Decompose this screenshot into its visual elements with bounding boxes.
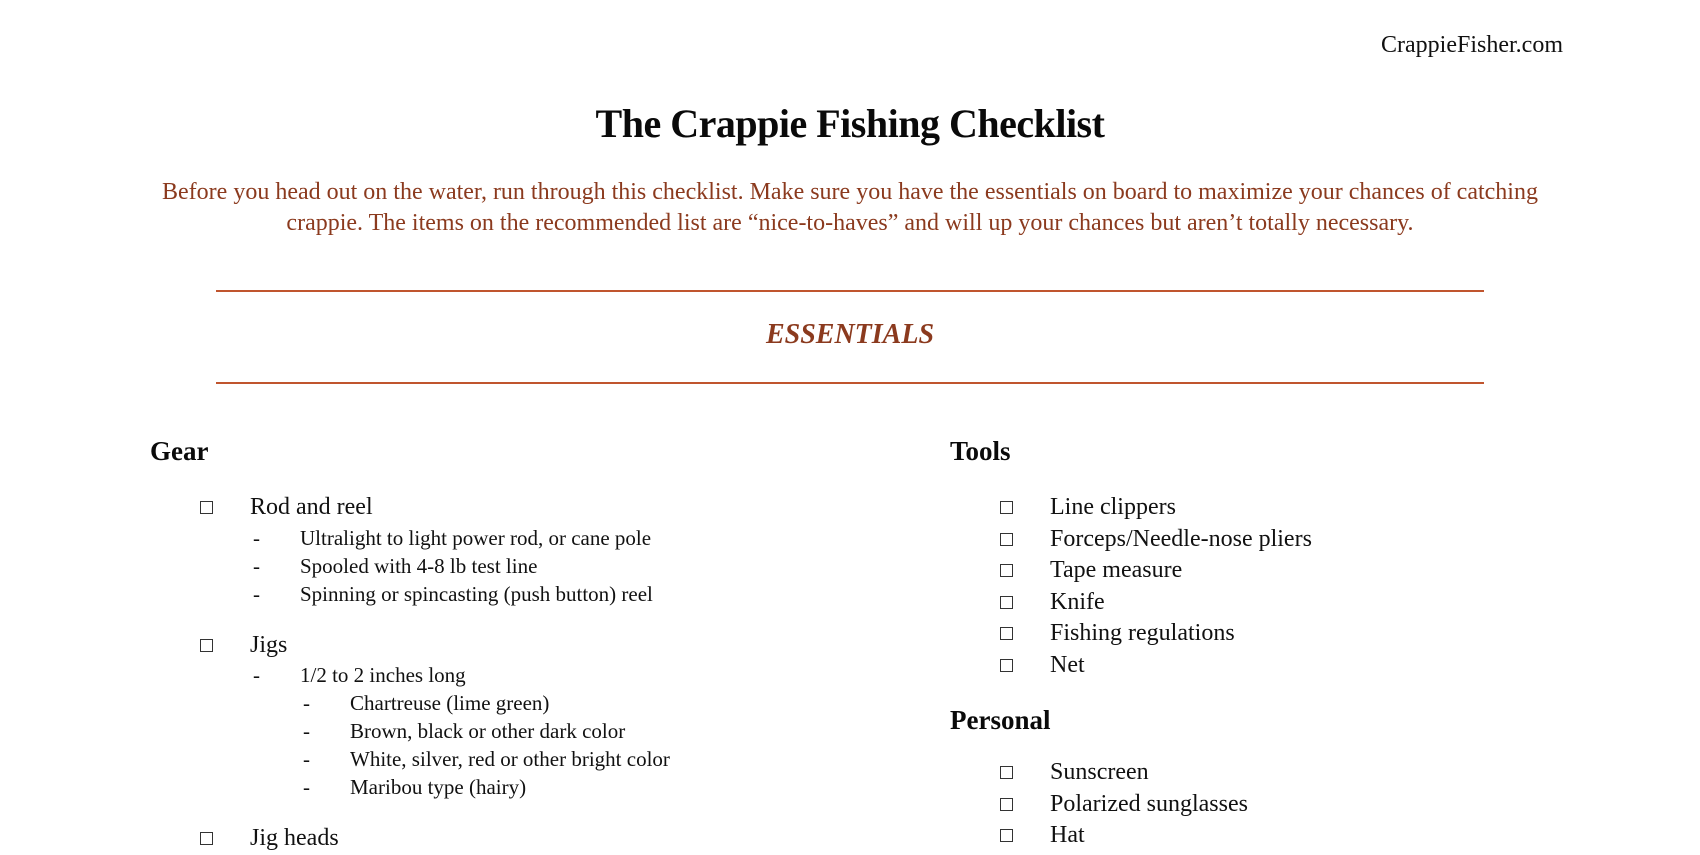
- personal-list: [950, 757, 1550, 852]
- checklist-item[interactable]: [950, 524, 1550, 556]
- checkbox-icon[interactable]: [200, 832, 213, 845]
- sub-sub-item: - Brown, black or other dark color: [303, 719, 626, 743]
- tools-column: [950, 432, 1550, 852]
- section-heading-essentials: ESSENTIALS: [765, 319, 935, 350]
- checkbox-icon[interactable]: [200, 639, 213, 652]
- checklist-item[interactable]: [950, 757, 1550, 789]
- item-label: Fishing regulations: [1050, 620, 1235, 646]
- sub-item: - Spinning or spincasting (push button) reel: [253, 581, 653, 606]
- dash-bullet-icon: -: [253, 581, 260, 606]
- checkbox-icon[interactable]: [1000, 798, 1013, 811]
- page-title: The Crappie Fishing Checklist: [595, 101, 1105, 146]
- sub-item: - Spooled with 4-8 lb test line: [253, 553, 538, 578]
- checkbox-icon[interactable]: [1000, 766, 1013, 779]
- site-name: CrappieFisher.com: [1381, 32, 1563, 58]
- spacer: [150, 608, 850, 630]
- checklist-item[interactable]: [950, 618, 1550, 650]
- sub-sub-item: - White, silver, red or other bright color: [303, 747, 670, 771]
- checkbox-icon[interactable]: [1000, 627, 1013, 640]
- item-label: Sunscreen: [1050, 759, 1149, 785]
- section-divider-bottom: [216, 382, 1484, 384]
- sub-sub-item: - Maribou type (hairy): [303, 775, 527, 799]
- sub-item: - 1/2 to 2 inches long: [253, 663, 466, 687]
- checklist-item[interactable]: [950, 555, 1550, 587]
- checklist-item[interactable]: [150, 492, 850, 524]
- dash-bullet-icon: -: [303, 691, 310, 715]
- checkbox-icon[interactable]: [200, 501, 213, 514]
- checklist-item[interactable]: [950, 587, 1550, 619]
- dash-bullet-icon: -: [303, 747, 310, 771]
- intro-paragraph: Before you head out on the water, run through this checklist. Make sure you have the essentials on board to maximize your chances of catching crappie. The items on the recommended list are “nice-to-haves” and will up your chances but aren’t totally necessary.: [162, 179, 1538, 236]
- checklist-item[interactable]: [150, 823, 850, 855]
- tools-heading: Tools: [950, 436, 1011, 466]
- sub-sub-item: - Chartreuse (lime green): [303, 691, 550, 715]
- checkbox-icon[interactable]: [1000, 829, 1013, 842]
- gear-column: [150, 432, 850, 855]
- checkbox-icon[interactable]: [1000, 564, 1013, 577]
- item-label: Rod and reel: [250, 494, 373, 520]
- gear-heading: Gear: [150, 436, 209, 466]
- item-label: Knife: [1050, 588, 1105, 615]
- personal-heading: Personal: [950, 705, 1051, 735]
- item-label: Net: [1050, 651, 1085, 678]
- checklist-item[interactable]: [950, 789, 1550, 821]
- sub-item: - Ultralight to light power rod, or cane pole: [253, 525, 652, 550]
- dash-bullet-icon: -: [253, 553, 260, 578]
- item-label: Tape measure: [1050, 557, 1183, 583]
- item-label: Jigs: [250, 631, 288, 658]
- checklist-item[interactable]: [950, 820, 1550, 852]
- item-label: Forceps/Needle-nose pliers: [1050, 525, 1312, 552]
- item-label: Polarized sunglasses: [1050, 790, 1248, 817]
- checkbox-icon[interactable]: [1000, 533, 1013, 546]
- dash-bullet-icon: -: [253, 525, 260, 550]
- checklist-item[interactable]: [950, 492, 1550, 524]
- checklist-item[interactable]: [950, 650, 1550, 682]
- dash-bullet-icon: -: [303, 719, 310, 743]
- checklist-item[interactable]: [150, 630, 850, 662]
- section-divider-top: [216, 290, 1484, 292]
- gear-list: [150, 492, 850, 855]
- item-label: Hat: [1050, 822, 1085, 848]
- item-label: Line clippers: [1050, 494, 1176, 520]
- tools-list: [950, 492, 1550, 681]
- checkbox-icon[interactable]: [1000, 596, 1013, 609]
- dash-bullet-icon: -: [303, 775, 310, 799]
- checkbox-icon[interactable]: [1000, 501, 1013, 514]
- checkbox-icon[interactable]: [1000, 659, 1013, 672]
- spacer: [150, 801, 850, 823]
- dash-bullet-icon: -: [253, 663, 260, 687]
- item-label: Jig heads: [250, 825, 339, 851]
